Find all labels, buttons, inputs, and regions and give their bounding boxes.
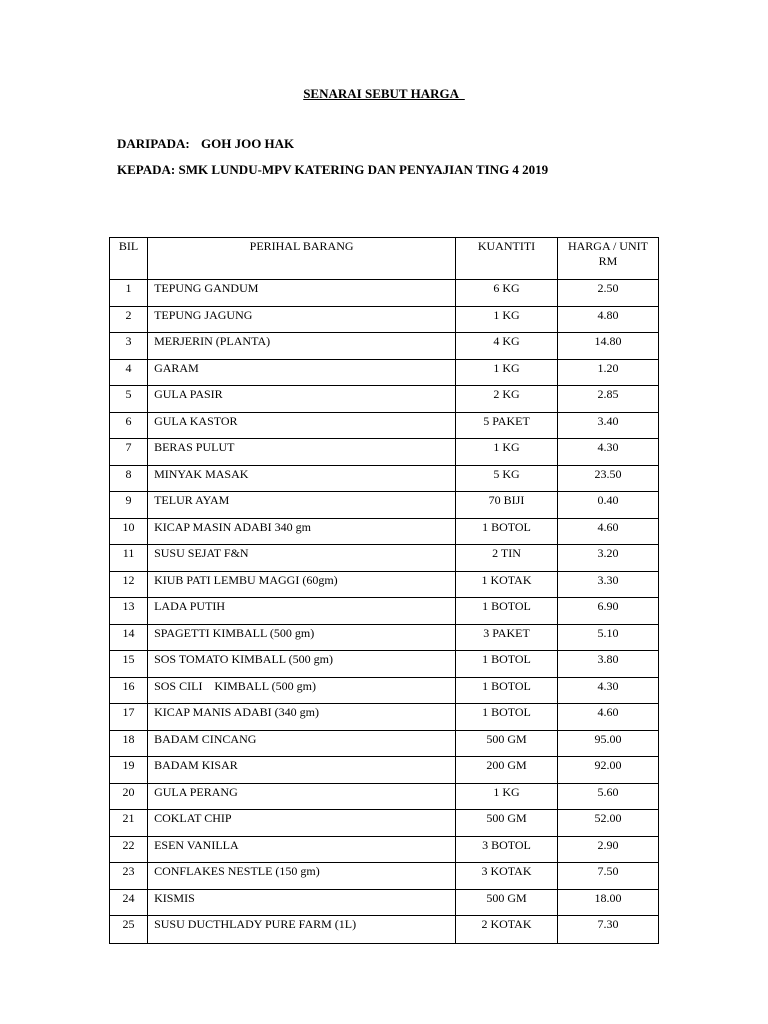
cell-bil: 17 [110, 704, 148, 731]
table-row [110, 757, 659, 784]
cell-bil: 25 [110, 916, 148, 944]
cell-price: 2.85 [557, 386, 658, 413]
table-row [110, 439, 659, 466]
cell-quantity: 1 BOTOL [456, 518, 558, 545]
cell-price: 5.60 [557, 783, 658, 810]
table-row [110, 810, 659, 837]
cell-quantity: 500 GM [456, 810, 558, 837]
cell-item: GULA PERANG [148, 783, 456, 810]
cell-item: SPAGETTI KIMBALL (500 gm) [148, 624, 456, 651]
table-row [110, 889, 659, 916]
cell-quantity: 2 KOTAK [456, 916, 558, 944]
cell-price: 52.00 [557, 810, 658, 837]
table-row [110, 386, 659, 413]
cell-item: TELUR AYAM [148, 492, 456, 519]
table-row [110, 704, 659, 731]
cell-bil: 15 [110, 651, 148, 678]
cell-quantity: 1 KG [456, 359, 558, 386]
cell-quantity: 2 TIN [456, 545, 558, 572]
table-row [110, 598, 659, 625]
cell-price: 4.80 [557, 306, 658, 333]
cell-item: LADA PUTIH [148, 598, 456, 625]
from-label: DARIPADA: [117, 136, 190, 151]
table-body [110, 280, 659, 944]
cell-price: 95.00 [557, 730, 658, 757]
cell-item: SUSU SEJAT F&N [148, 545, 456, 572]
price-list-table [109, 237, 659, 944]
cell-bil: 22 [110, 836, 148, 863]
table-row [110, 545, 659, 572]
table-row [110, 916, 659, 944]
cell-bil: 4 [110, 359, 148, 386]
cell-quantity: 500 GM [456, 889, 558, 916]
cell-bil: 20 [110, 783, 148, 810]
table-row [110, 651, 659, 678]
cell-price: 2.50 [557, 280, 658, 307]
cell-bil: 10 [110, 518, 148, 545]
cell-price: 3.20 [557, 545, 658, 572]
cell-bil: 13 [110, 598, 148, 625]
cell-item: COKLAT CHIP [148, 810, 456, 837]
cell-bil: 8 [110, 465, 148, 492]
cell-price: 7.50 [557, 863, 658, 890]
cell-bil: 11 [110, 545, 148, 572]
cell-bil: 2 [110, 306, 148, 333]
cell-price: 4.30 [557, 677, 658, 704]
table-row [110, 492, 659, 519]
cell-item: GULA KASTOR [148, 412, 456, 439]
cell-price: 18.00 [557, 889, 658, 916]
cell-price: 3.80 [557, 651, 658, 678]
cell-bil: 3 [110, 333, 148, 360]
document-title: SENARAI SEBUT HARGA [303, 86, 465, 101]
header-price-line2: RM [598, 254, 618, 268]
cell-quantity: 200 GM [456, 757, 558, 784]
cell-price: 3.30 [557, 571, 658, 598]
cell-item: BADAM KISAR [148, 757, 456, 784]
cell-bil: 24 [110, 889, 148, 916]
cell-item: TEPUNG GANDUM [148, 280, 456, 307]
cell-quantity: 1 BOTOL [456, 598, 558, 625]
cell-quantity: 5 KG [456, 465, 558, 492]
cell-item: MINYAK MASAK [148, 465, 456, 492]
cell-price: 92.00 [557, 757, 658, 784]
cell-quantity: 3 PAKET [456, 624, 558, 651]
cell-quantity: 3 BOTOL [456, 836, 558, 863]
cell-quantity: 70 BIJI [456, 492, 558, 519]
cell-quantity: 6 KG [456, 280, 558, 307]
cell-bil: 1 [110, 280, 148, 307]
cell-price: 23.50 [557, 465, 658, 492]
cell-bil: 5 [110, 386, 148, 413]
cell-quantity: 1 KOTAK [456, 571, 558, 598]
header-bil: BIL [110, 238, 148, 280]
cell-price: 4.60 [557, 704, 658, 731]
cell-quantity: 1 KG [456, 306, 558, 333]
cell-bil: 12 [110, 571, 148, 598]
header-price-line1: HARGA / UNIT [567, 239, 648, 253]
table-row [110, 359, 659, 386]
table-row [110, 730, 659, 757]
cell-price: 4.30 [557, 439, 658, 466]
header-price [557, 238, 658, 280]
cell-quantity: 5 PAKET [456, 412, 558, 439]
cell-bil: 21 [110, 810, 148, 837]
from-value: GOH JOO HAK [201, 136, 295, 151]
cell-quantity: 1 KG [456, 783, 558, 810]
cell-bil: 18 [110, 730, 148, 757]
cell-bil: 16 [110, 677, 148, 704]
cell-item: BADAM CINCANG [148, 730, 456, 757]
cell-item: KIUB PATI LEMBU MAGGI (60gm) [148, 571, 456, 598]
cell-price: 7.30 [557, 916, 658, 944]
cell-quantity: 4 KG [456, 333, 558, 360]
cell-item: SUSU DUCTHLADY PURE FARM (1L) [148, 916, 456, 944]
cell-item: MERJERIN (PLANTA) [148, 333, 456, 360]
header-quantity: KUANTITI [456, 238, 558, 280]
cell-quantity: 1 KG [456, 439, 558, 466]
cell-price: 0.40 [557, 492, 658, 519]
cell-bil: 14 [110, 624, 148, 651]
cell-quantity: 1 BOTOL [456, 704, 558, 731]
cell-price: 2.90 [557, 836, 658, 863]
cell-item: KISMIS [148, 889, 456, 916]
cell-item: KICAP MANIS ADABI (340 gm) [148, 704, 456, 731]
cell-quantity: 2 KG [456, 386, 558, 413]
cell-item: BERAS PULUT [148, 439, 456, 466]
cell-bil: 19 [110, 757, 148, 784]
table-row [110, 465, 659, 492]
cell-price: 3.40 [557, 412, 658, 439]
table-row [110, 677, 659, 704]
cell-item: CONFLAKES NESTLE (150 gm) [148, 863, 456, 890]
table-row [110, 412, 659, 439]
cell-quantity: 1 BOTOL [456, 651, 558, 678]
to-line: KEPADA: SMK LUNDU-MPV KATERING DAN PENYAJIAN TING 4 2019 [117, 162, 549, 177]
cell-bil: 23 [110, 863, 148, 890]
table-row [110, 783, 659, 810]
cell-item: SOS CILI KIMBALL (500 gm) [148, 677, 456, 704]
cell-quantity: 1 BOTOL [456, 677, 558, 704]
cell-item: GARAM [148, 359, 456, 386]
cell-bil: 7 [110, 439, 148, 466]
table-row [110, 280, 659, 307]
cell-item: TEPUNG JAGUNG [148, 306, 456, 333]
cell-price: 6.90 [557, 598, 658, 625]
table-row [110, 624, 659, 651]
table-header-row [110, 238, 659, 280]
table-row [110, 518, 659, 545]
cell-bil: 6 [110, 412, 148, 439]
cell-item: GULA PASIR [148, 386, 456, 413]
cell-quantity: 3 KOTAK [456, 863, 558, 890]
table-row [110, 836, 659, 863]
header-description: PERIHAL BARANG [148, 238, 456, 280]
cell-item: SOS TOMATO KIMBALL (500 gm) [148, 651, 456, 678]
cell-item: ESEN VANILLA [148, 836, 456, 863]
table-row [110, 306, 659, 333]
table-row [110, 333, 659, 360]
cell-price: 1.20 [557, 359, 658, 386]
table-row [110, 571, 659, 598]
cell-price: 14.80 [557, 333, 658, 360]
from-line [117, 136, 294, 152]
cell-quantity: 500 GM [456, 730, 558, 757]
cell-bil: 9 [110, 492, 148, 519]
cell-price: 4.60 [557, 518, 658, 545]
table-row [110, 863, 659, 890]
cell-item: KICAP MASIN ADABI 340 gm [148, 518, 456, 545]
cell-price: 5.10 [557, 624, 658, 651]
